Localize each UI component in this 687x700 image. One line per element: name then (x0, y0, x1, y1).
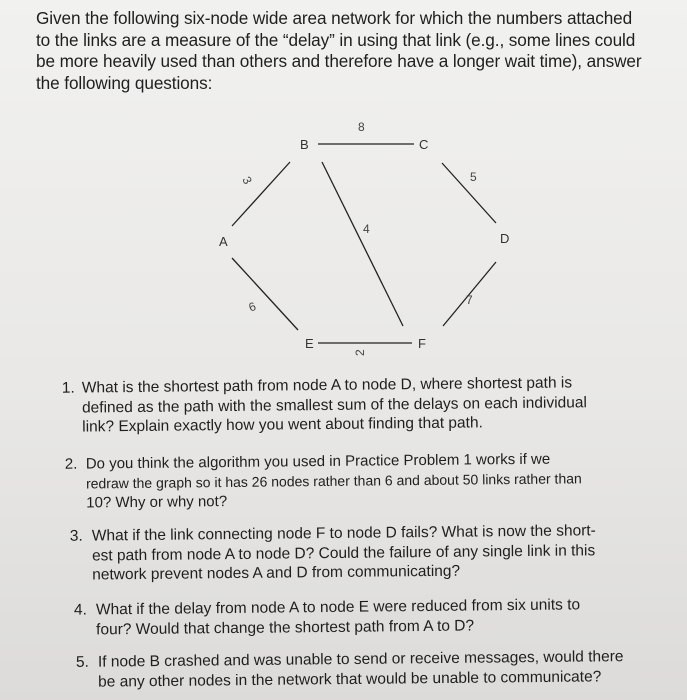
question-line: What is the shortest path from node A to node D, where shortest path is (81, 374, 573, 397)
weight-label-ab: 3 (239, 174, 255, 187)
question-line: What if the link connecting node F to node D fails? What is now the short- (91, 522, 596, 545)
question-number: 5. (75, 653, 89, 671)
question-line: four? Would that change the shortest path from A to D? (96, 616, 475, 638)
weight-label-ef: 2 (353, 349, 367, 356)
node-label-d: D (500, 231, 510, 246)
edge-c-d (442, 163, 496, 223)
node-label-a: A (219, 234, 228, 249)
question-line: 10? Why or why not? (86, 493, 228, 512)
question-3 (70, 521, 597, 585)
question-5 (76, 647, 624, 692)
intro-line: to the links are a measure of the “delay” in using that link (e.g., some lines could (36, 29, 636, 50)
weight-label-bf: 4 (363, 222, 370, 236)
edge-a-e (232, 258, 298, 330)
question-line: redraw the graph so it has 26 nodes rather than 6 and about 50 links rather than (85, 469, 582, 491)
question-line: defined as the path with the smallest sum of the delays on each individual (81, 393, 587, 417)
edge-b-f (322, 162, 403, 326)
question-line: If node B crashed and was unable to send or receive messages, would there (97, 648, 624, 671)
question-2 (65, 449, 582, 513)
node-label-e: E (305, 336, 314, 351)
question-number: 2. (64, 455, 78, 473)
weight-label-bc: 8 (358, 120, 365, 134)
node-label-b: B (300, 137, 309, 152)
question-1 (62, 373, 588, 437)
question-4 (74, 595, 581, 639)
question-number: 4. (73, 601, 87, 619)
question-line: est path from node A to node D? Could the failure of any single link in this (91, 541, 596, 565)
question-line: network prevent nodes A and D from communicating? (92, 562, 461, 584)
question-line: be any other nodes in the network that would be unable to communicate? (98, 667, 602, 691)
intro-line: the following questions: (36, 72, 213, 93)
node-label-c: C (419, 137, 429, 152)
question-line: Do you think the algorithm you used in Practice Problem 1 works if we (85, 450, 551, 473)
weight-label-df: 7 (466, 293, 473, 307)
node-label-f: F (418, 336, 426, 351)
weight-label-cd: 5 (470, 170, 477, 184)
edge-a-b (232, 162, 290, 226)
intro-line: be more heavily used than others and therefore have a longer wait time), answer (36, 51, 642, 71)
question-number: 1. (61, 379, 75, 397)
question-number: 3. (69, 527, 83, 545)
question-line: link? Explain exactly how you went about finding that path. (82, 414, 483, 436)
question-line: What if the delay from node A to node E were reduced from six units to (95, 596, 581, 619)
intro-line: Given the following six-node wide area network for which the numbers attached (36, 8, 633, 28)
weight-label-ae: 6 (246, 299, 258, 315)
